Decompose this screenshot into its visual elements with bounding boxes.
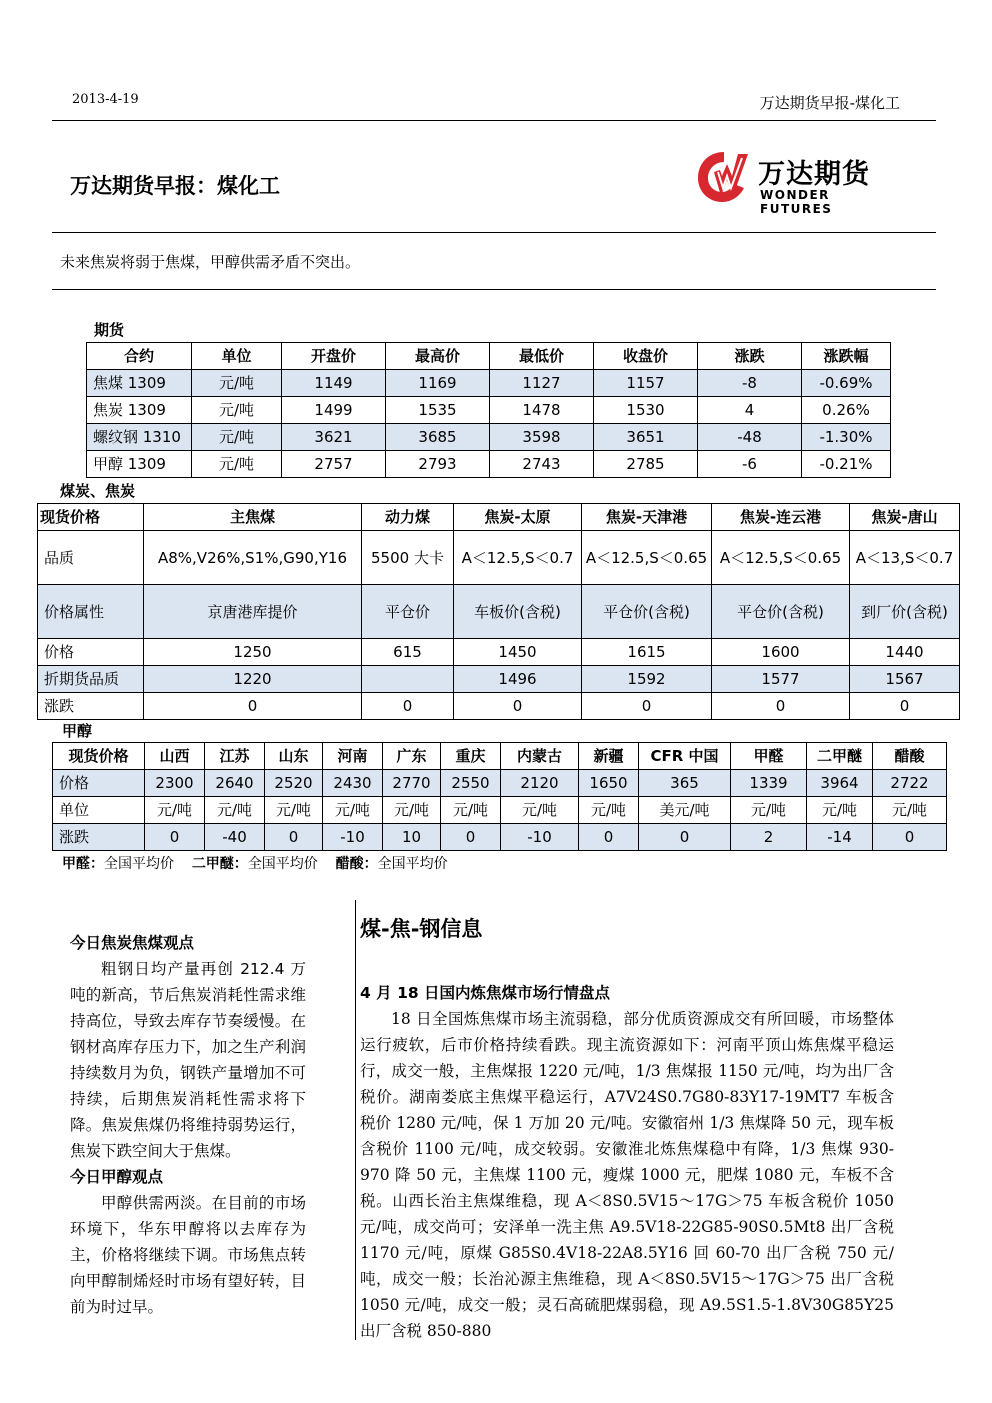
table-cell: 元/吨 — [807, 797, 873, 824]
coal-header-cell: 现货价格 — [38, 504, 144, 531]
table-cell: 3651 — [594, 424, 698, 451]
coal-header-cell: 焦炭-天津港 — [582, 504, 712, 531]
table-cell: 0 — [579, 824, 639, 851]
note-value: 全国平均价 — [247, 856, 318, 872]
table-cell: 元/吨 — [441, 797, 501, 824]
page-title: 万达期货早报：煤化工 — [70, 174, 280, 198]
table-cell: 2 — [731, 824, 807, 851]
table-cell: 1169 — [386, 370, 490, 397]
table-cell: -48 — [698, 424, 802, 451]
methanol-header-cell: 广东 — [383, 743, 441, 770]
table-cell: 2785 — [594, 451, 698, 478]
table-cell: 1478 — [490, 397, 594, 424]
table-cell: 1149 — [282, 370, 386, 397]
table-cell: 元/吨 — [192, 451, 282, 478]
note-key: 醋酸： — [335, 856, 378, 872]
table-cell: 0 — [850, 693, 960, 720]
coal-label: 煤炭、焦炭 — [60, 482, 136, 500]
table-cell: -40 — [205, 824, 265, 851]
table-cell: 1496 — [454, 666, 582, 693]
table-row — [87, 370, 891, 397]
methanol-table — [52, 742, 947, 851]
methanol-view-heading: 今日甲醇观点 — [70, 1168, 164, 1186]
table-cell: 元/吨 — [205, 797, 265, 824]
coal-header-row — [38, 504, 960, 531]
table-cell: 1577 — [712, 666, 850, 693]
table-cell: 元/吨 — [145, 797, 205, 824]
table-cell: 2550 — [441, 770, 501, 797]
methanol-header-cell: 醋酸 — [873, 743, 947, 770]
futures-header-cell: 开盘价 — [282, 343, 386, 370]
table-row — [87, 451, 891, 478]
coal-header-cell: 动力煤 — [362, 504, 454, 531]
table-cell: 折期货品质 — [38, 666, 144, 693]
table-cell: 焦煤 1309 — [87, 370, 192, 397]
table-cell: 车板价(含税) — [454, 585, 582, 639]
table-cell: 0 — [145, 824, 205, 851]
table-cell: 元/吨 — [383, 797, 441, 824]
table-cell: -8 — [698, 370, 802, 397]
table-cell: 0 — [454, 693, 582, 720]
note-value: 全国平均价 — [104, 856, 174, 872]
table-cell: 1567 — [850, 666, 960, 693]
table-cell: 3598 — [490, 424, 594, 451]
table-cell: 1592 — [582, 666, 712, 693]
table-cell: 涨跌 — [38, 693, 144, 720]
table-cell: 1650 — [579, 770, 639, 797]
table-cell: 2120 — [501, 770, 579, 797]
futures-header-cell: 涨跌幅 — [802, 343, 891, 370]
table-cell: 价格 — [38, 639, 144, 666]
note-key: 甲醛： — [62, 856, 104, 872]
table-cell: 元/吨 — [192, 397, 282, 424]
table-cell: 0.26% — [802, 397, 891, 424]
table-row — [87, 424, 891, 451]
table-cell: A＜13,S＜0.7 — [850, 531, 960, 585]
table-row — [38, 693, 960, 720]
table-cell: 2722 — [873, 770, 947, 797]
table-cell: A＜12.5,S＜0.65 — [582, 531, 712, 585]
table-cell: 0 — [144, 693, 362, 720]
table-cell: 0 — [362, 693, 454, 720]
table-cell: 2757 — [282, 451, 386, 478]
table-cell: A＜12.5,S＜0.7 — [454, 531, 582, 585]
table-cell: 2793 — [386, 451, 490, 478]
table-row — [53, 824, 947, 851]
methanol-header-cell: 新疆 — [579, 743, 639, 770]
futures-header-cell: 收盘价 — [594, 343, 698, 370]
table-cell: 0 — [639, 824, 731, 851]
table-cell: 1440 — [850, 639, 960, 666]
table-cell: 价格 — [53, 770, 145, 797]
table-row — [38, 531, 960, 585]
table-cell: -0.69% — [802, 370, 891, 397]
coke-view-text: 粗钢日均产量再创 212.4 万吨的新高，节后焦炭消耗性需求维持高位，导致去库存节奏缓慢。在钢材高库存压力下，加之生产利润持续数月为负，钢铁产量增加不可持续，后期焦炭消耗性需求将下降。焦炭焦煤仍将维持弱势运行，焦炭下跌空间大于焦煤。 — [70, 960, 306, 1160]
methanol-header-cell: 山西 — [145, 743, 205, 770]
table-cell: 0 — [441, 824, 501, 851]
header-title: 万达期货早报-煤化工 — [759, 94, 900, 112]
summary-rule — [52, 289, 936, 290]
methanol-header-cell: 甲醛 — [731, 743, 807, 770]
coal-header-cell: 焦炭-唐山 — [850, 504, 960, 531]
methanol-header-row — [53, 743, 947, 770]
table-cell: 1339 — [731, 770, 807, 797]
note-key: 二甲醚： — [191, 856, 248, 872]
table-cell: 品质 — [38, 531, 144, 585]
table-row — [87, 397, 891, 424]
table-cell: 2770 — [383, 770, 441, 797]
futures-table — [86, 342, 891, 478]
title-rule — [52, 232, 936, 233]
report-date: 2013-4-19 — [72, 92, 139, 107]
table-cell: 1615 — [582, 639, 712, 666]
news-body: 18 日全国炼焦煤市场主流弱稳，部分优质资源成交有所回暖，市场整体运行疲软，后市价格持续看跌。现主流资源如下：河南平顶山炼焦煤平稳运行，成交一般，主焦煤报 1220 元/吨，1/3 焦煤报 1150 元/吨，均为出厂含税价。湖南娄底主焦煤平稳运行，A7V24S0.7G80-83Y17-19MT7 车板含税价 1280 元/吨，保 1 万加 20 元/吨。安徽宿州 1/3 焦煤降 50 元，现车板含税价 1100 元/吨，成交较弱。安徽淮北炼焦煤稳中有降，1/3 焦煤 930-970 降 50 元，主焦煤 1100 元，瘦煤 1000 元，肥煤 1080 元，车板不含税。山西长治主焦煤维稳，现 A＜8S0.5V15～17G＞75 车板含税价 1050 元/吨，成交尚可；安泽单一洗主焦 A9.5V18-22G85-90S0.5Mt8 出厂含税 1170 元/吨，原煤 G85S0.4V18-22A8.5Y16 回 60-70 出厂含税 750 元/吨，成交一般；长治沁源主焦维稳，现 A＜8S0.5V15～17G＞75 出厂含税 1050 元/吨，成交一般；灵石高硫肥煤弱稳，现 A9.5S1.5-1.8V30G85Y25 出厂含税 850-880 — [360, 1010, 894, 1340]
table-cell: 0 — [712, 693, 850, 720]
table-row — [38, 639, 960, 666]
table-cell: 2300 — [145, 770, 205, 797]
summary-text: 未来焦炭将弱于焦煤，甲醇供需矛盾不突出。 — [60, 253, 361, 271]
table-cell: 1535 — [386, 397, 490, 424]
methanol-header-cell: 内蒙古 — [501, 743, 579, 770]
table-cell: -14 — [807, 824, 873, 851]
table-cell: 美元/吨 — [639, 797, 731, 824]
table-cell: 0 — [582, 693, 712, 720]
futures-header-cell: 最高价 — [386, 343, 490, 370]
table-cell: 平仓价 — [362, 585, 454, 639]
table-cell: -0.21% — [802, 451, 891, 478]
table-cell: 615 — [362, 639, 454, 666]
methanol-header-cell: 重庆 — [441, 743, 501, 770]
table-cell: 元/吨 — [731, 797, 807, 824]
brand-logo — [694, 146, 904, 216]
futures-header-row — [87, 343, 891, 370]
left-column — [70, 930, 306, 1320]
table-cell: 365 — [639, 770, 731, 797]
table-cell: 2743 — [490, 451, 594, 478]
methanol-header-cell: CFR 中国 — [639, 743, 731, 770]
futures-header-cell: 涨跌 — [698, 343, 802, 370]
table-cell: 1157 — [594, 370, 698, 397]
table-cell: 元/吨 — [501, 797, 579, 824]
logo-text-cn: 万达期货 — [758, 159, 870, 190]
table-cell: 1450 — [454, 639, 582, 666]
table-row — [38, 666, 960, 693]
news-section-title: 煤-焦-钢信息 — [360, 917, 483, 941]
table-cell: 1220 — [144, 666, 362, 693]
futures-header-cell: 合约 — [87, 343, 192, 370]
table-cell: 1499 — [282, 397, 386, 424]
table-cell: 甲醇 1309 — [87, 451, 192, 478]
table-cell: 3621 — [282, 424, 386, 451]
table-cell: 平仓价(含税) — [582, 585, 712, 639]
methanol-label: 甲醇 — [62, 722, 93, 740]
table-cell: 3685 — [386, 424, 490, 451]
table-cell: -10 — [501, 824, 579, 851]
table-cell: 平仓价(含税) — [712, 585, 850, 639]
table-cell: 元/吨 — [192, 424, 282, 451]
futures-label: 期货 — [94, 321, 125, 339]
coal-header-cell: 焦炭-连云港 — [712, 504, 850, 531]
table-cell: -6 — [698, 451, 802, 478]
coke-view-heading: 今日焦炭焦煤观点 — [70, 934, 195, 952]
table-cell: 焦炭 1309 — [87, 397, 192, 424]
table-cell: 2640 — [205, 770, 265, 797]
table-cell: 4 — [698, 397, 802, 424]
methanol-header-cell: 二甲醚 — [807, 743, 873, 770]
coal-header-cell: 焦炭-太原 — [454, 504, 582, 531]
methanol-header-cell: 山东 — [265, 743, 323, 770]
table-cell: -1.30% — [802, 424, 891, 451]
methanol-view-text: 甲醇供需两淡。在目前的市场环境下，华东甲醇将以去库存为主，价格将继续下调。市场焦点转向甲醇制烯烃时市场有望好转，目前为时过早。 — [70, 1194, 306, 1316]
coal-header-cell: 主焦煤 — [144, 504, 362, 531]
wonder-logo-icon — [694, 146, 754, 206]
table-cell: 到厂价(含税) — [850, 585, 960, 639]
table-row — [53, 770, 947, 797]
table-cell: 2520 — [265, 770, 323, 797]
note-value: 全国平均价 — [377, 856, 448, 872]
table-cell: 5500 大卡 — [362, 531, 454, 585]
table-row — [38, 585, 960, 639]
table-cell: 涨跌 — [53, 824, 145, 851]
table-cell: 元/吨 — [265, 797, 323, 824]
table-cell: 螺纹钢 1310 — [87, 424, 192, 451]
news-heading: 4 月 18 日国内炼焦煤市场行情盘点 — [360, 984, 611, 1002]
table-cell: 元/吨 — [873, 797, 947, 824]
methanol-note — [62, 853, 448, 873]
table-cell: 单位 — [53, 797, 145, 824]
methanol-header-cell: 江苏 — [205, 743, 265, 770]
table-cell: 1250 — [144, 639, 362, 666]
table-cell: 元/吨 — [323, 797, 383, 824]
column-divider — [355, 900, 356, 1340]
table-cell: 3964 — [807, 770, 873, 797]
table-cell: 1530 — [594, 397, 698, 424]
futures-header-cell: 单位 — [192, 343, 282, 370]
table-cell: A＜12.5,S＜0.65 — [712, 531, 850, 585]
table-cell: 2430 — [323, 770, 383, 797]
table-cell: 0 — [265, 824, 323, 851]
header-rule — [52, 120, 936, 121]
table-cell: 1600 — [712, 639, 850, 666]
table-row — [53, 797, 947, 824]
methanol-header-cell: 河南 — [323, 743, 383, 770]
table-cell: 元/吨 — [579, 797, 639, 824]
coal-table — [37, 503, 960, 720]
futures-header-cell: 最低价 — [490, 343, 594, 370]
methanol-header-cell: 现货价格 — [53, 743, 145, 770]
table-cell: 0 — [873, 824, 947, 851]
table-cell: 价格属性 — [38, 585, 144, 639]
table-cell — [362, 666, 454, 693]
table-cell: -10 — [323, 824, 383, 851]
table-cell: A8%,V26%,S1%,G90,Y16 — [144, 531, 362, 585]
table-cell: 京唐港库提价 — [144, 585, 362, 639]
table-cell: 1127 — [490, 370, 594, 397]
logo-text-en: WONDER FUTURES — [760, 188, 833, 216]
table-cell: 10 — [383, 824, 441, 851]
table-cell: 元/吨 — [192, 370, 282, 397]
